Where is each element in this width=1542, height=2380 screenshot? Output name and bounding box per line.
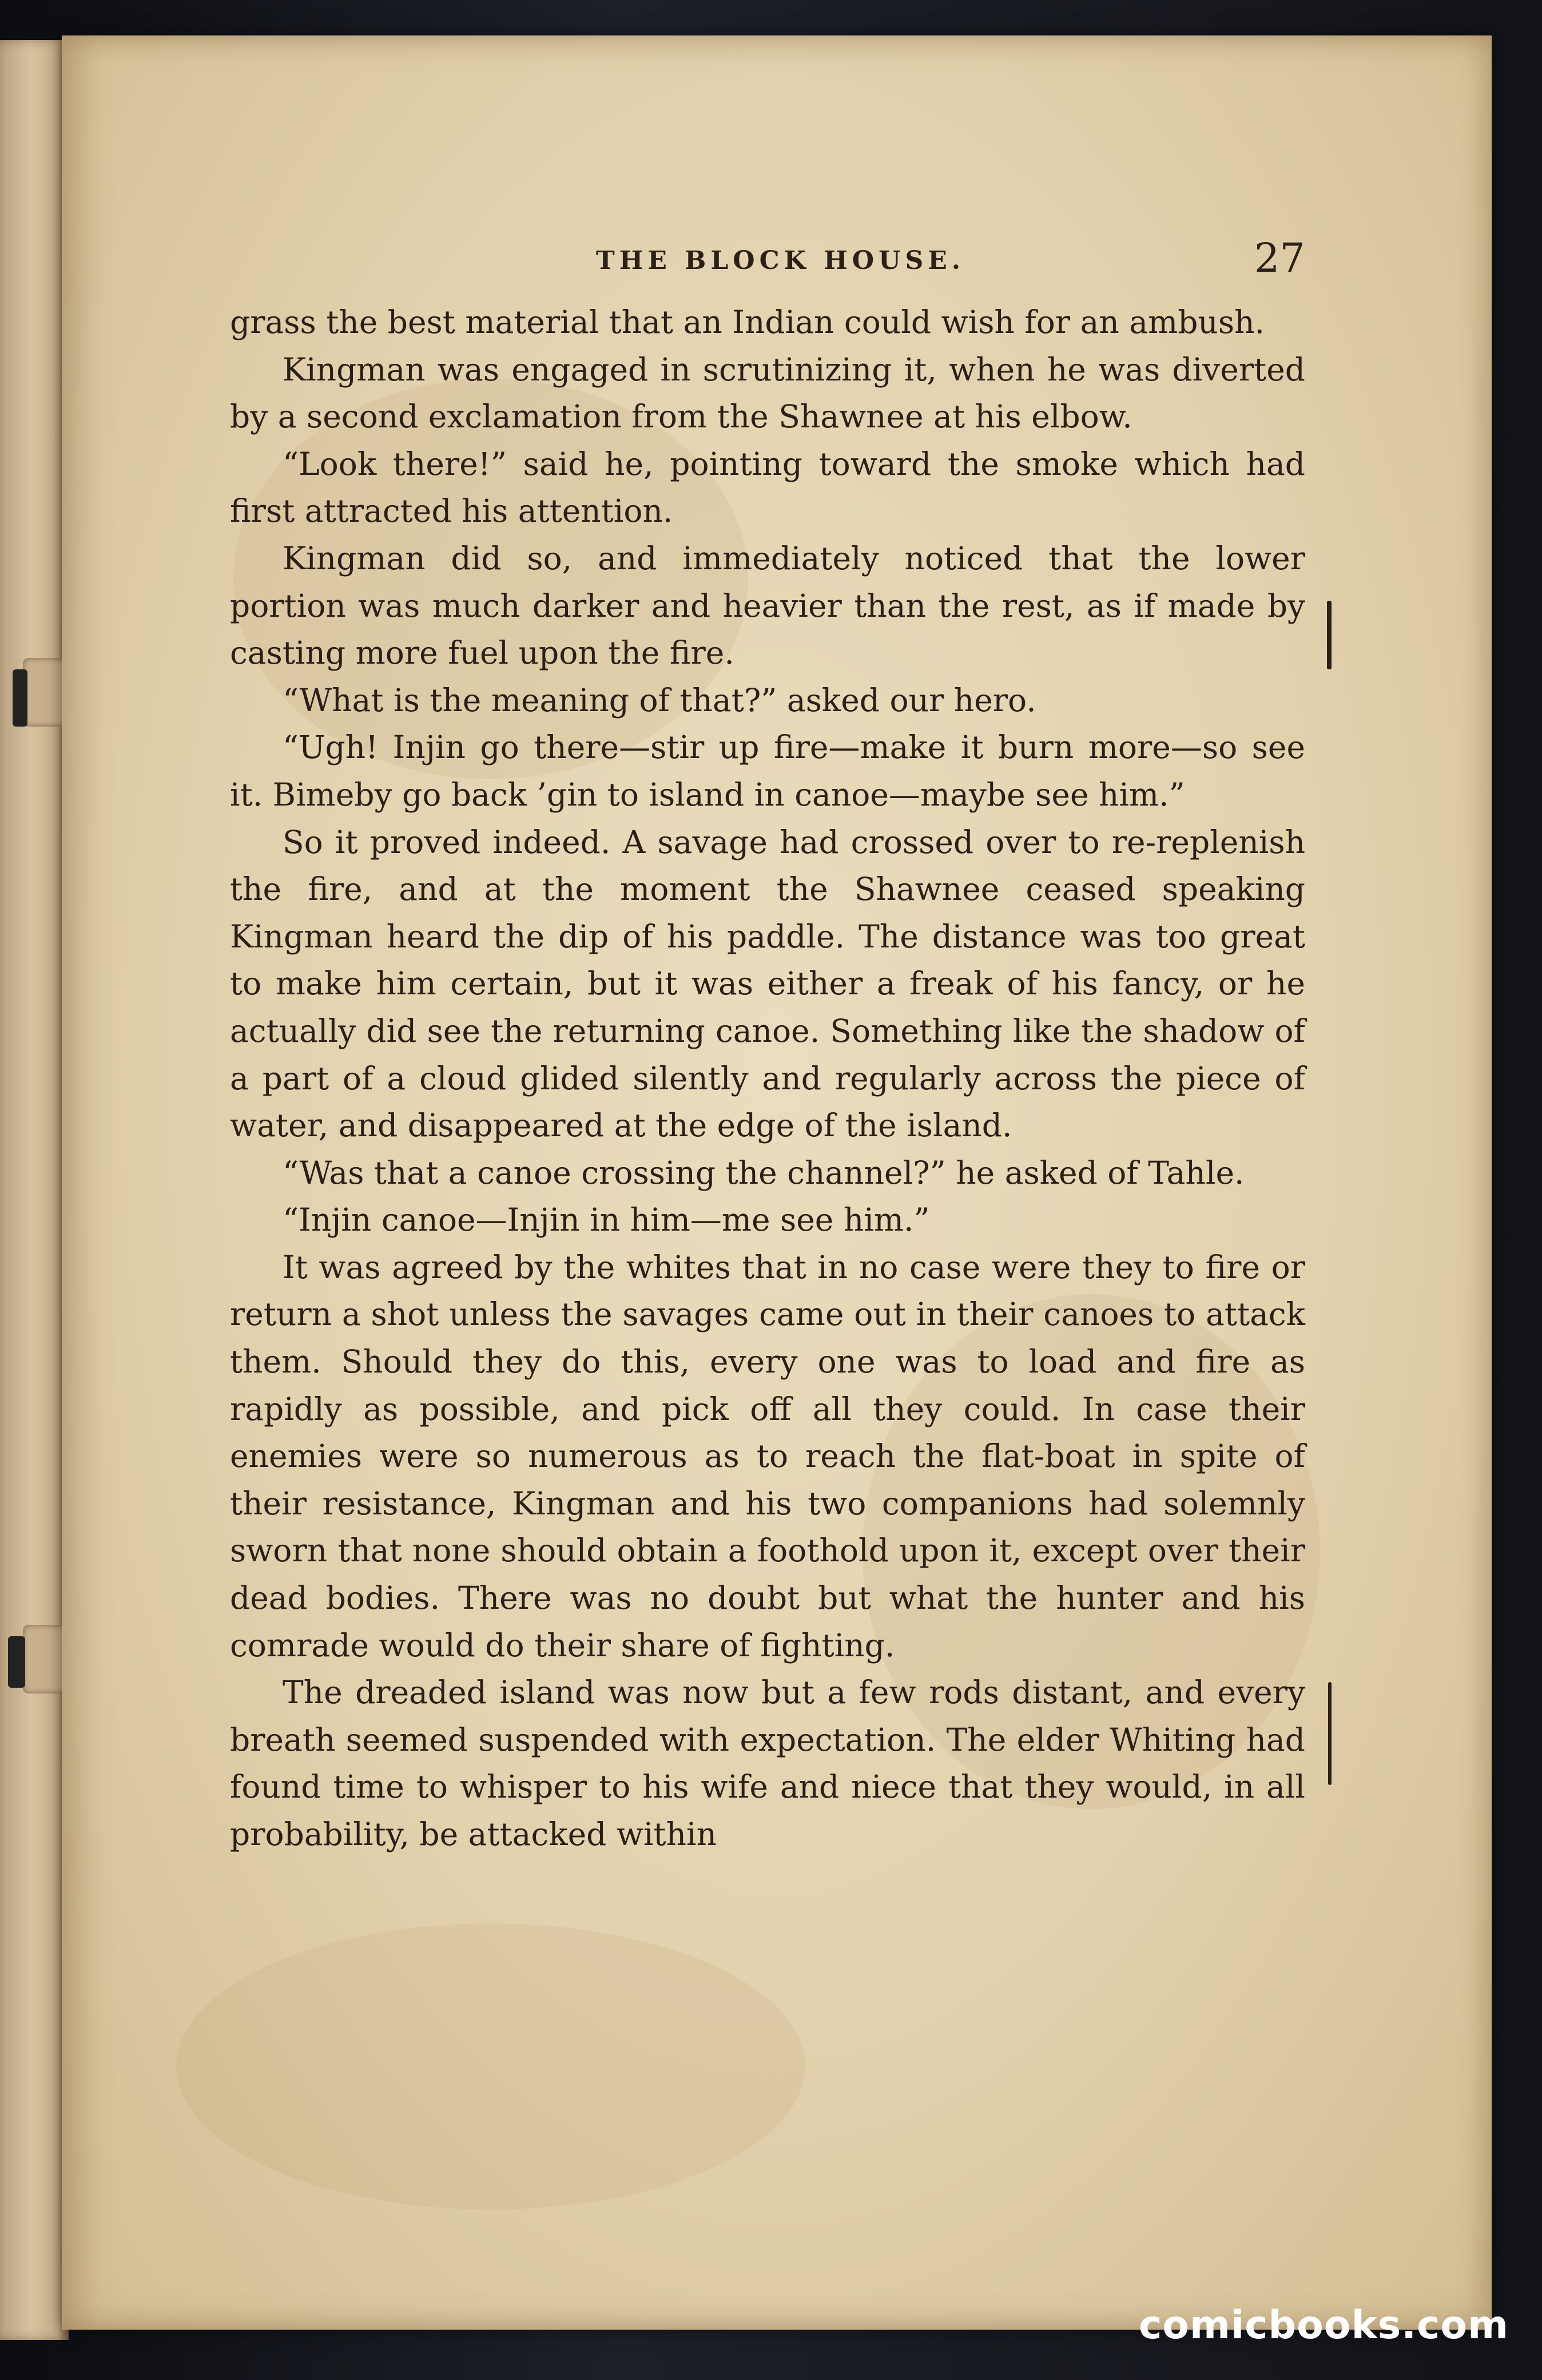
paragraph: So it proved indeed. A savage had crossed over to re-replenish the fire, and at the moment the Shawnee ceased speaking Kingman heard the dip of his paddle. The distance was too great to make him certain, but it was either a freak of his fancy, or he actually did see the returning canoe. Something like the shadow of a part of a cloud glided silently and regularly across the piece of water, and disappeared at the edge of the island.: [230, 823, 1305, 1144]
paragraph: Kingman did so, and immediately noticed that the lower portion was much darker and heavier than the rest, as if made by casting more fuel upon the fire.: [230, 540, 1305, 672]
paragraph: It was agreed by the whites that in no case were they to fire or return a shot unless the savages came out in their canoes to attack them. Should they do this, every one was to load and fire as rapidly as possible, and pick off all they could. In case their enemies were so numerous as to reach the flat-boat in spite of their resistance, Kingman and his two companions had solemnly sworn that none should obtain a foothold upon it, except over their dead bodies. There was no doubt but what the hunter and his comrade would do their share of fighting.: [230, 1248, 1305, 1664]
facing-page-edge: [0, 40, 69, 2340]
site-watermark: comicbooks.com: [1138, 2303, 1509, 2348]
running-head: THE BLOCK HOUSE.: [596, 246, 965, 275]
paragraph: grass the best material that an Indian could wish for an ambush.: [230, 304, 1265, 340]
body-text: [230, 299, 1305, 1858]
page-header: [230, 229, 1305, 292]
paragraph: “What is the meaning of that?” asked our hero.: [283, 681, 1036, 719]
paper-stain: [176, 1923, 805, 2210]
paragraph: “Ugh! Injin go there—stir up fire—make it burn more—so see it. Bimeby go back ’gin to island in canoe—maybe see him.”: [230, 729, 1305, 813]
paragraph: “Injin canoe—Injin in him—me see him.”: [283, 1201, 930, 1239]
margin-mark: [1328, 1682, 1332, 1785]
paragraph: Kingman was engaged in scrutinizing it, when he was diverted by a second exclamation from the Shawnee at his elbow.: [230, 351, 1305, 435]
page-number: 27: [1254, 235, 1305, 281]
binding-staple-lower: [8, 1636, 25, 1688]
paragraph: “Look there!” said he, pointing toward the smoke which had first attracted his attention.: [230, 445, 1305, 530]
paragraph: The dreaded island was now but a few rods distant, and every breath seemed suspended with expectation. The elder Whiting had found time to whisper to his wife and niece that they would, in all probability, be attacked within: [230, 1674, 1305, 1853]
paragraph: “Was that a canoe crossing the channel?” he asked of Tahle.: [283, 1154, 1245, 1191]
margin-mark: [1327, 601, 1332, 669]
binding-staple-upper: [13, 669, 27, 727]
